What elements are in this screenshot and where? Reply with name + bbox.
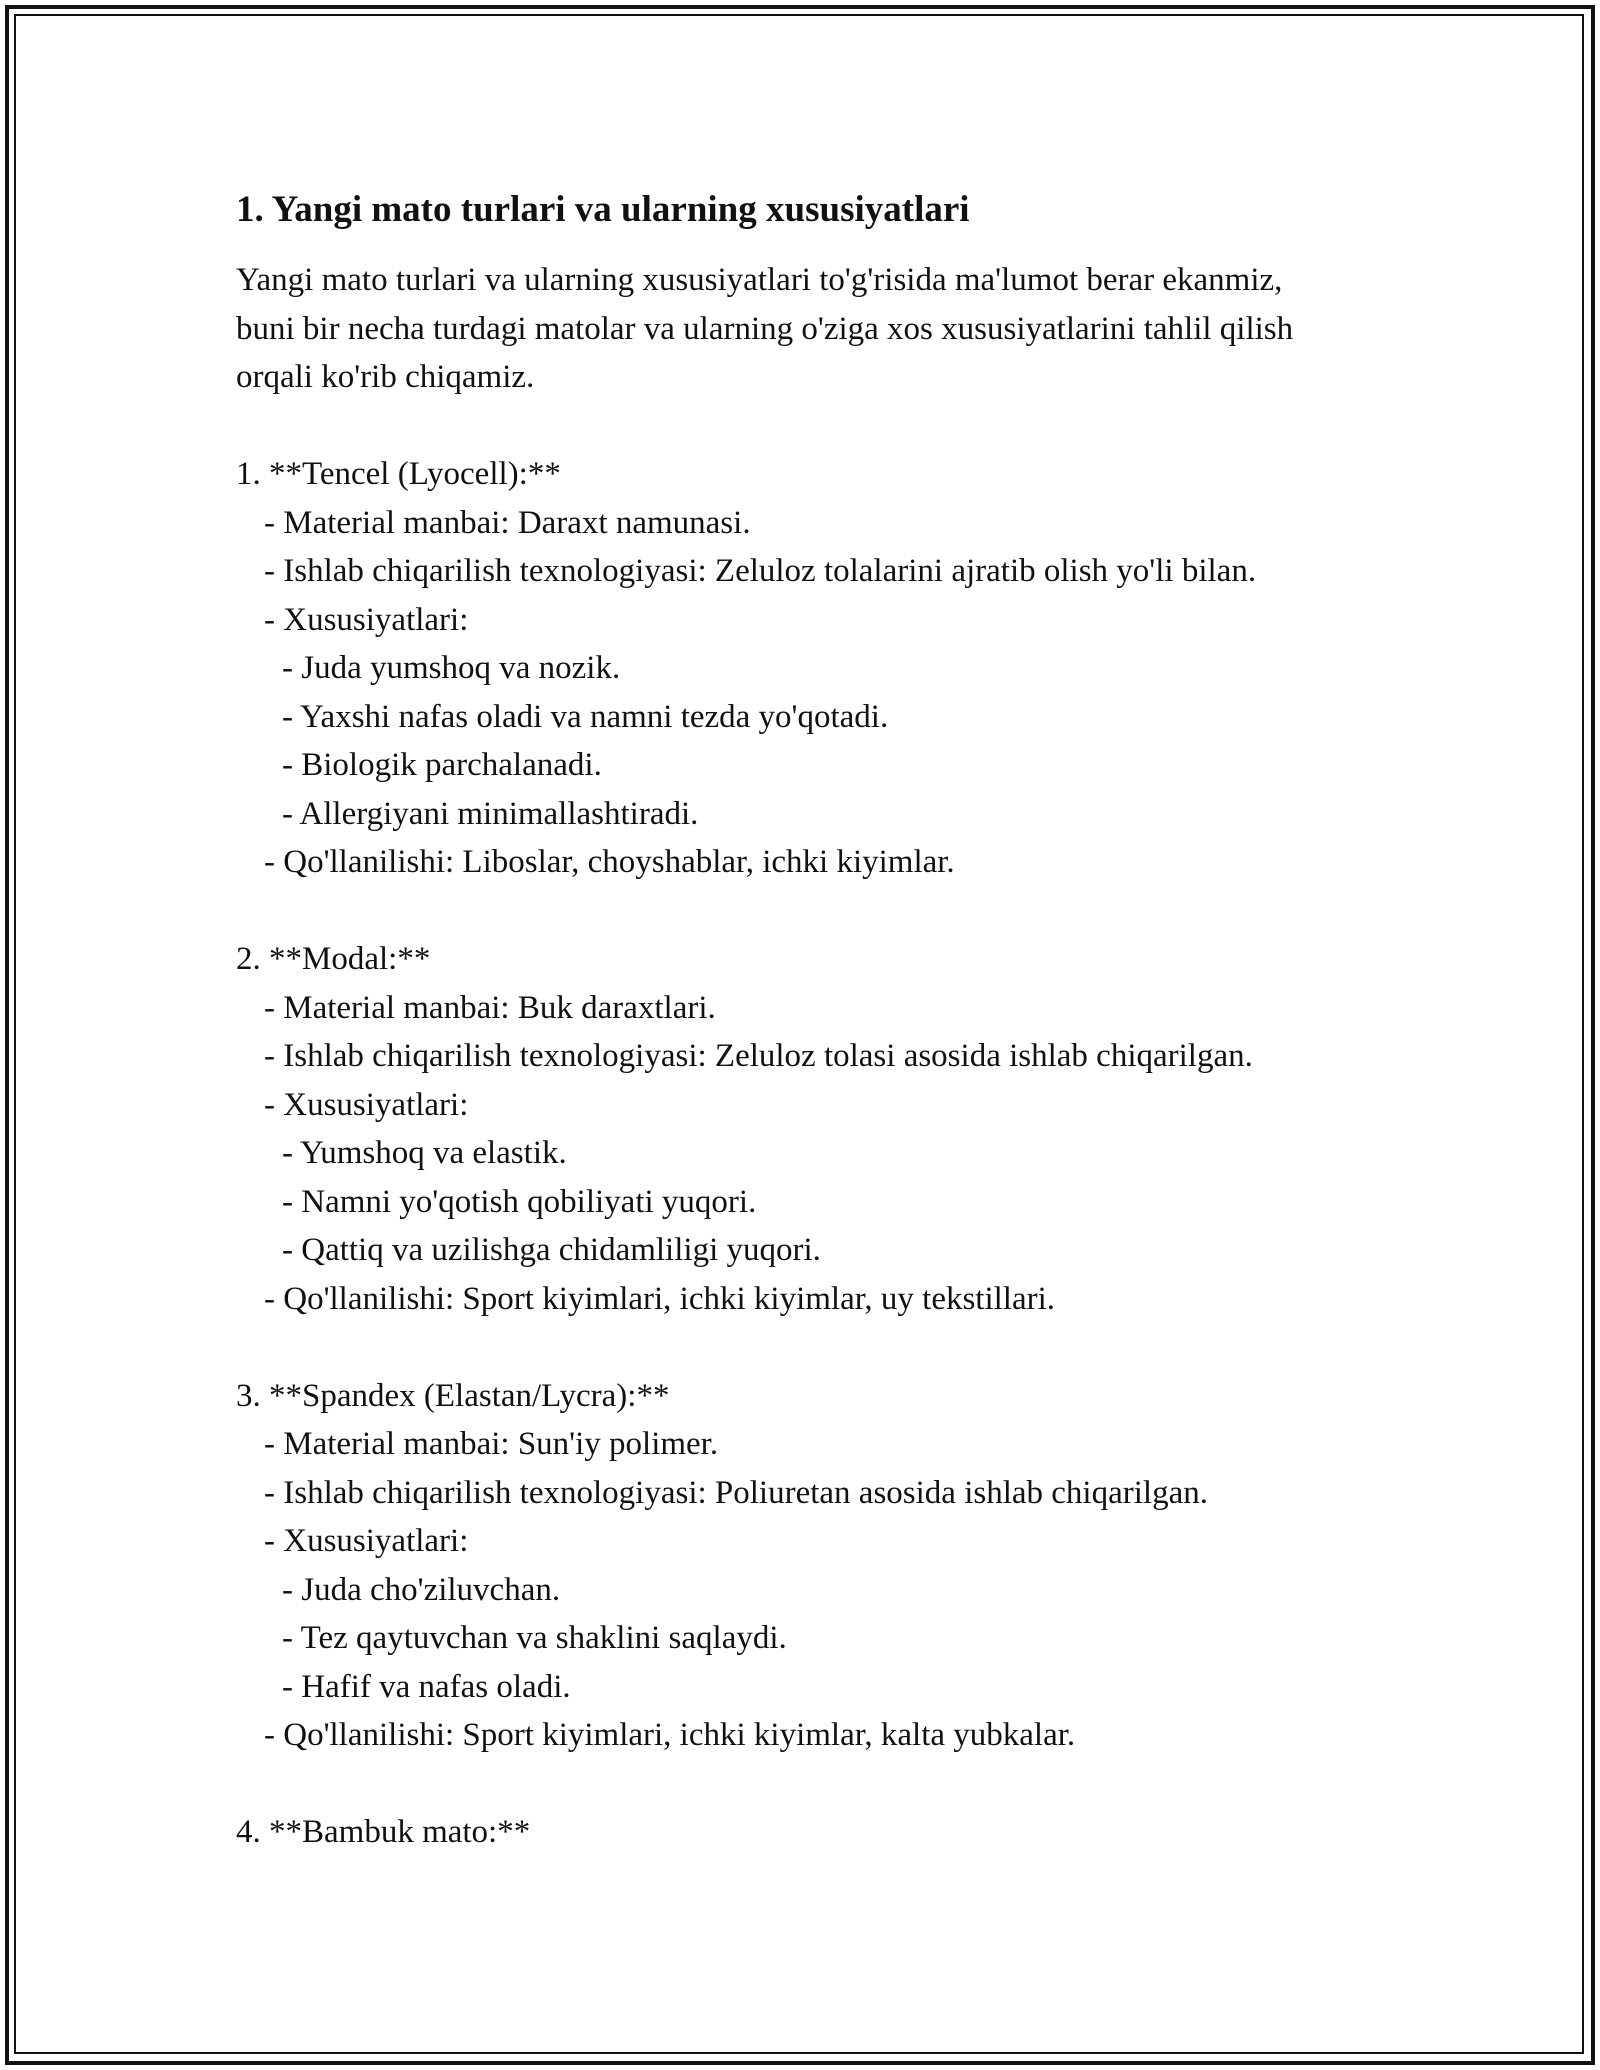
property-item: - Juda yumshoq va nozik. xyxy=(282,650,621,686)
material-source: - Material manbai: Buk daraxtlari. xyxy=(264,989,716,1026)
properties-label: - Xususiyatlari: xyxy=(264,1086,469,1123)
fabric-item-tencel xyxy=(236,450,1486,887)
intro-paragraph: Yangi mato turlari va ularning xususiyatlari to'g'risida ma'lumot berar ekanmiz, buni bir necha turdagi matolar va ularning o'ziga xos xususiyatlarini tahlil qilish orqali ko'rib chiqamiz. xyxy=(236,262,1294,395)
fabric-title: 4. **Bambuk mato:** xyxy=(236,1814,531,1850)
fabric-item-spandex xyxy=(236,1372,1486,1760)
fabric-title: 1. **Tencel (Lyocell):** xyxy=(236,456,561,492)
property-item: - Juda cho'ziluvchan. xyxy=(282,1571,561,1608)
production-technology: - Ishlab chiqarilish texnologiyasi: Poliuretan asosida ishlab chiqarilgan. xyxy=(264,1474,1208,1511)
property-item: - Yumshoq va elastik. xyxy=(282,1135,567,1171)
usage: - Qo'llanilishi: Liboslar, choyshablar, ichki kiyimlar. xyxy=(264,844,955,880)
property-item: - Namni yo'qotish qobiliyati yuqori. xyxy=(282,1183,757,1220)
material-source: - Material manbai: Daraxt namunasi. xyxy=(264,504,751,541)
property-item: - Biologik parchalanadi. xyxy=(282,747,602,783)
production-technology: - Ishlab chiqarilish texnologiyasi: Zeluloz tolasi asosida ishlab chiqarilgan. xyxy=(264,1038,1253,1074)
fabric-item-bamboo xyxy=(236,1808,1486,1857)
usage: - Qo'llanilishi: Sport kiyimlari, ichki kiyimlar, kalta yubkalar. xyxy=(264,1717,1076,1753)
properties-label: - Xususiyatlari: xyxy=(264,1523,469,1559)
document-body xyxy=(236,186,1486,1857)
section-heading: 1. Yangi mato turlari va ularning xususiyatlari xyxy=(236,189,970,230)
production-technology: - Ishlab chiqarilish texnologiyasi: Zeluloz tolalarini ajratib olish yo'li bilan. xyxy=(264,553,1257,589)
material-source: - Material manbai: Sun'iy polimer. xyxy=(264,1426,719,1462)
property-item: - Hafif va nafas oladi. xyxy=(282,1668,571,1705)
fabric-title: 2. **Modal:** xyxy=(236,941,431,977)
property-item: - Allergiyani minimallashtiradi. xyxy=(282,795,699,832)
fabric-item-modal xyxy=(236,935,1486,1323)
fabric-title: 3. **Spandex (Elastan/Lycra):** xyxy=(236,1377,670,1414)
property-item: - Qattiq va uzilishga chidamliligi yuqori. xyxy=(282,1232,821,1268)
property-item: - Yaxshi nafas oladi va namni tezda yo'qotadi. xyxy=(282,698,889,735)
usage: - Qo'llanilishi: Sport kiyimlari, ichki kiyimlar, uy tekstillari. xyxy=(264,1280,1056,1317)
properties-label: - Xususiyatlari: xyxy=(264,601,469,638)
property-item: - Tez qaytuvchan va shaklini saqlaydi. xyxy=(282,1620,787,1656)
